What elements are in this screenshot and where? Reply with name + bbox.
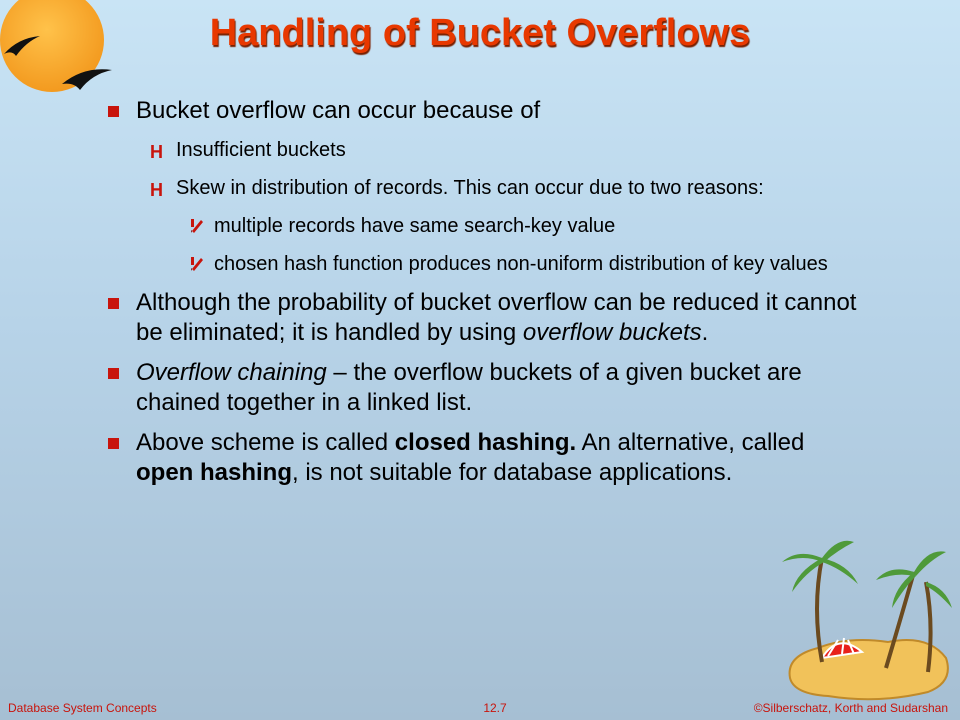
footer-course-title: Database System Concepts	[8, 701, 157, 715]
bullet-emphasis: overflow buckets	[522, 319, 702, 346]
footer-copyright: ©Silberschatz, Korth and Sudarshan	[753, 701, 948, 715]
sub-sub-bullet-text: chosen hash function produces non-uniform distribution of key values	[214, 253, 828, 275]
sub-bullet-marker: H	[150, 142, 163, 162]
sub-bullet-text: Insufficient buckets	[176, 139, 346, 161]
palm-island-clipart	[778, 528, 954, 704]
bullet-item	[106, 288, 866, 348]
sub-bullet-item	[106, 136, 866, 164]
slide-body	[106, 96, 866, 498]
sub-sub-bullet-item	[106, 212, 866, 240]
footer-slide-number: 12.7	[483, 701, 507, 715]
bullet-text: Although the probability of bucket overflow can be reduced it cannot be eliminated; it is handled by using	[136, 289, 857, 346]
bullet-text: Bucket overflow can occur because of	[136, 97, 541, 124]
bullet-text: An alternative, called	[576, 429, 805, 456]
square-bullet-icon	[108, 106, 119, 117]
slide-title: Handling of Bucket Overflows	[209, 12, 751, 54]
bullet-text: .	[701, 319, 709, 346]
bullet-text: Above scheme is called	[136, 429, 395, 456]
bullet-item	[106, 428, 866, 488]
bullet-bold: closed hashing.	[394, 429, 577, 456]
sub-sub-bullet-item	[106, 250, 866, 278]
square-bullet-icon	[108, 298, 119, 309]
sub-bullet-item	[106, 174, 866, 202]
bullet-emphasis: Overflow chaining	[136, 359, 327, 386]
square-bullet-icon	[108, 438, 119, 449]
sub-bullet-text: Skew in distribution of records. This can occur due to two reasons:	[176, 177, 764, 199]
bullet-item	[106, 96, 866, 126]
pencil-bullet-icon	[190, 255, 204, 271]
sub-sub-bullet-text: multiple records have same search-key value	[214, 215, 616, 237]
bullet-bold: open hashing	[136, 459, 292, 486]
bullet-item	[106, 358, 866, 418]
bullet-text: , is not suitable for database applications.	[292, 459, 733, 486]
square-bullet-icon	[108, 368, 119, 379]
pencil-bullet-icon	[190, 217, 204, 233]
bullet-text: – the overflow buckets of a given bucket are chained together in a linked list.	[136, 359, 802, 416]
sand-island	[790, 640, 948, 699]
sub-bullet-marker: H	[150, 180, 163, 200]
